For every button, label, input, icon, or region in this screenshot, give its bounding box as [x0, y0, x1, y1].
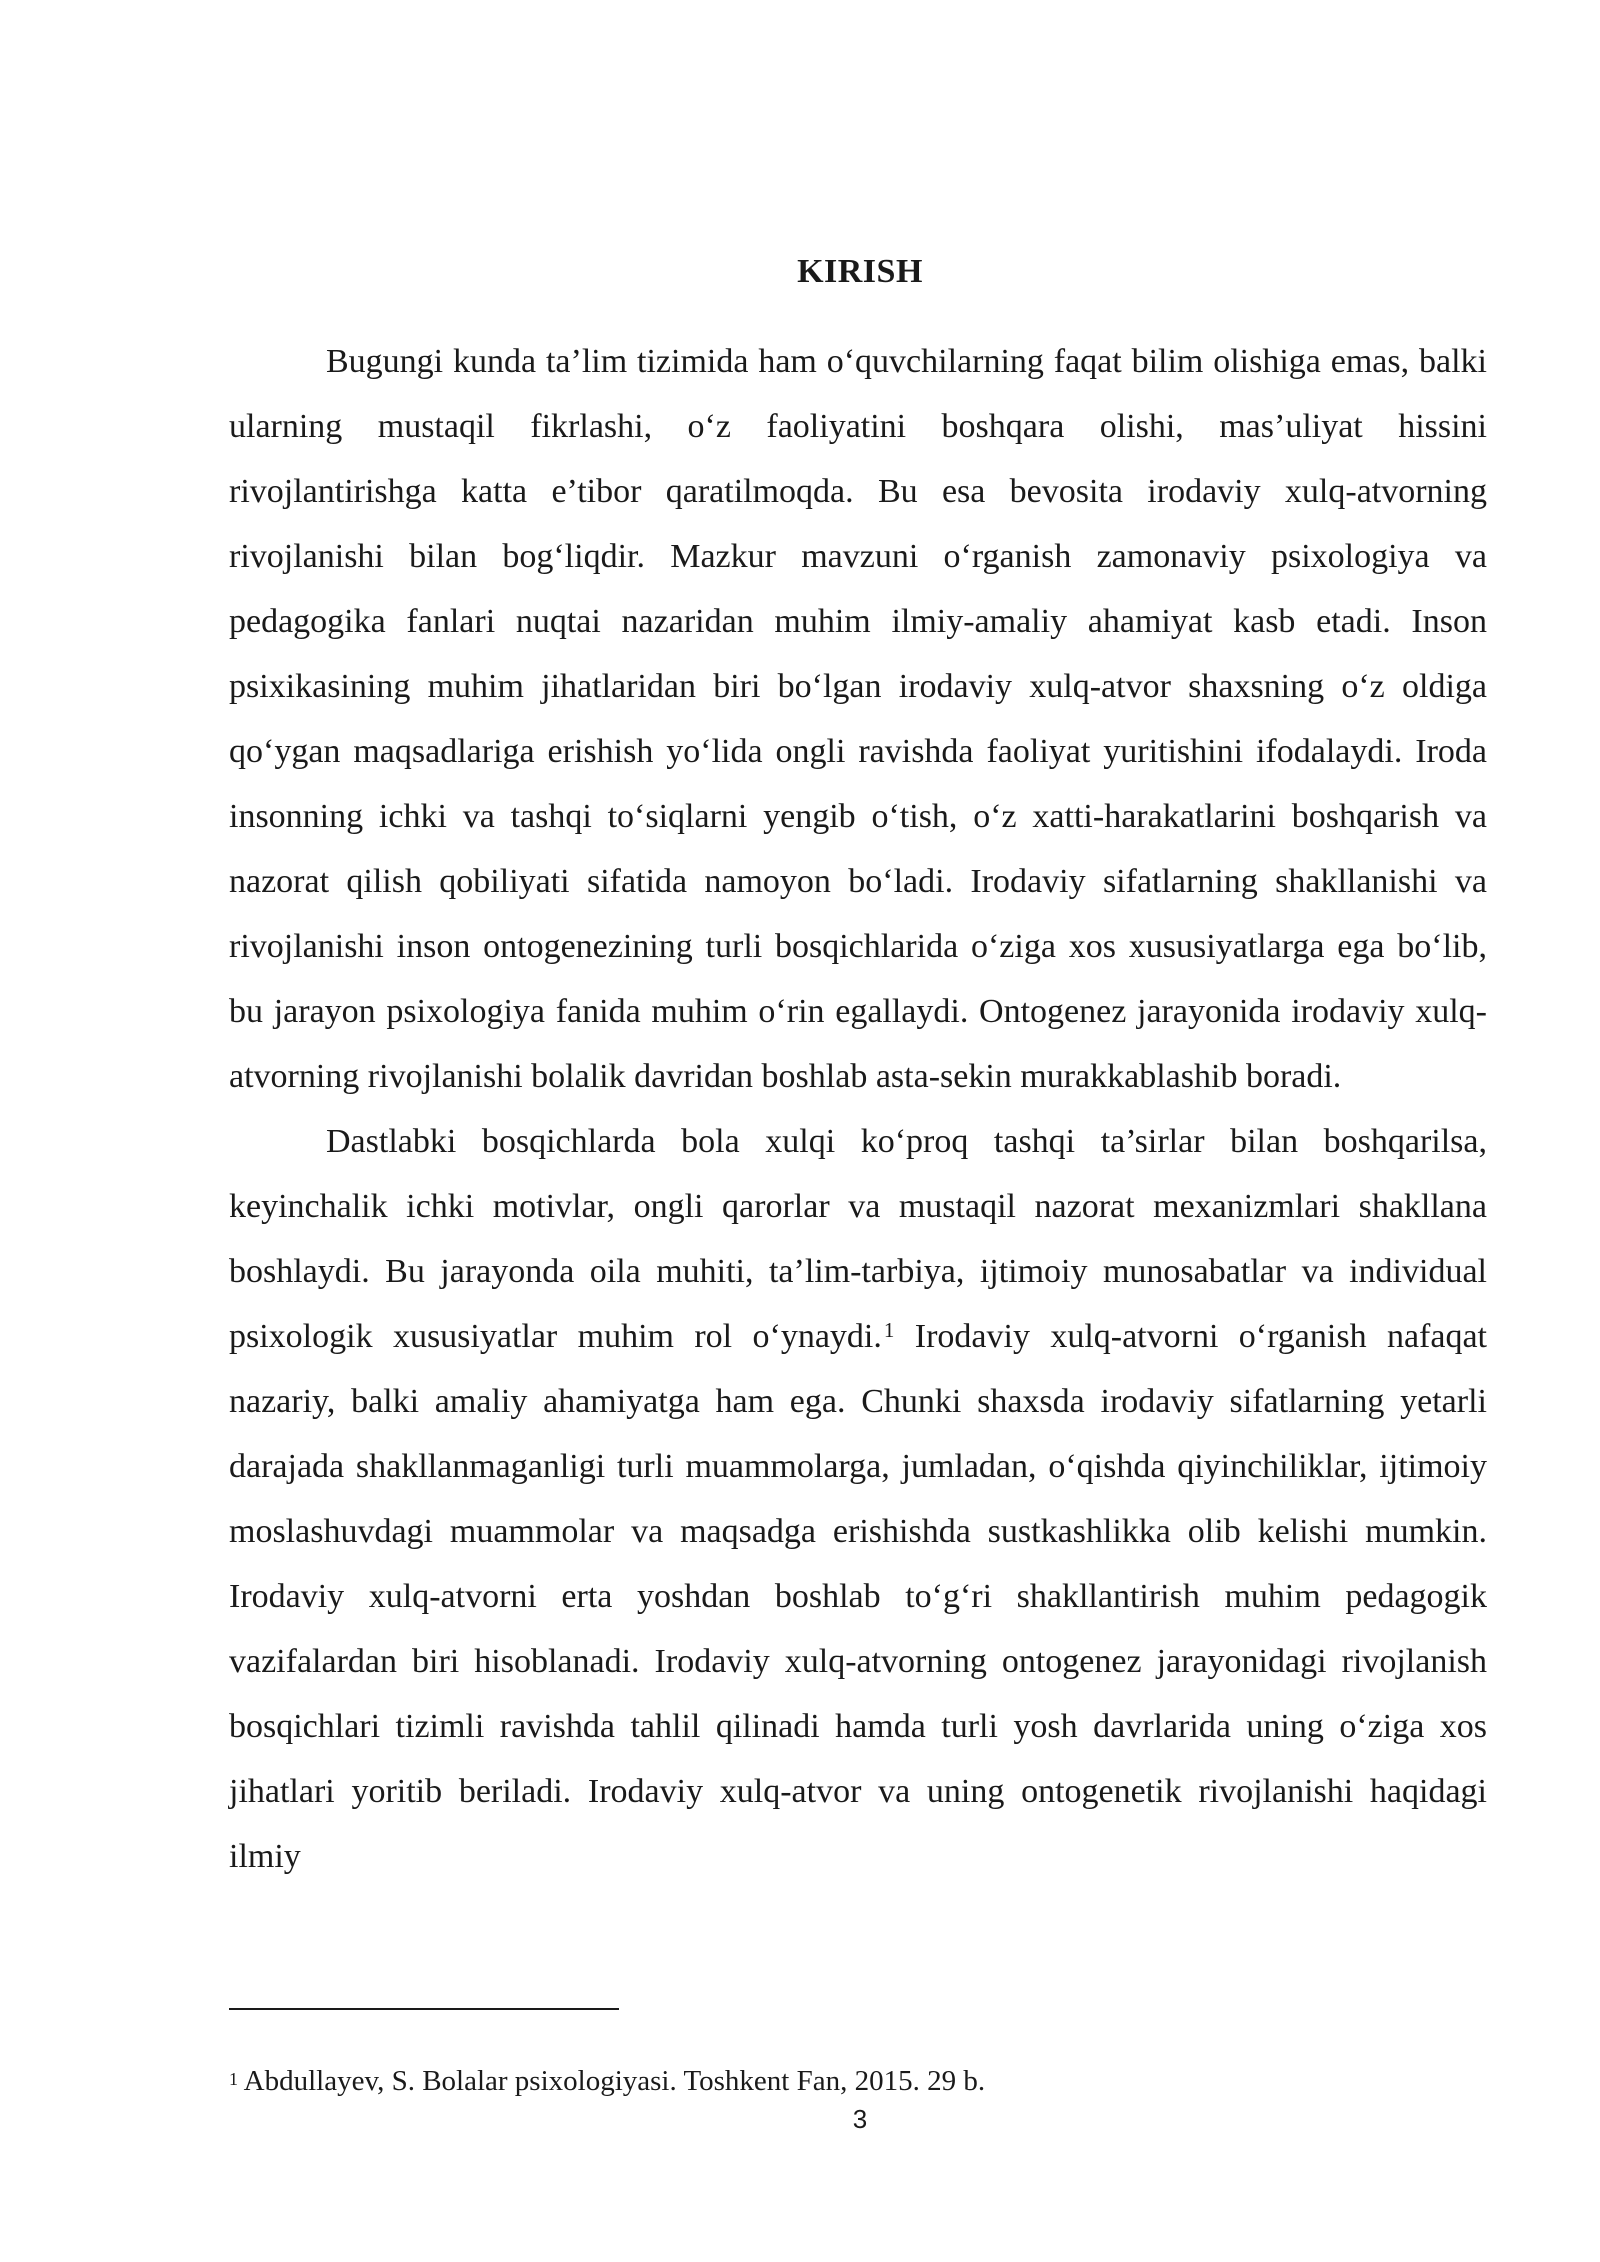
footnote-marker: 1 [229, 2069, 238, 2089]
body-text [229, 329, 1487, 1889]
paragraph-2-text-after-ref: Irodaviy xulq-atvorni o‘rganish nafaqat nazariy, balki amaliy ahamiyatga ham ega. Chunki shaxsda irodaviy sifatlarning yetarli darajada shakllanmaganligi turli muammolarga, jumladan, o‘qishda qiyinchiliklar, ijtimoiy moslashuvdagi muammolar va maqsadga erishishda sustkashlikka olib kelishi mumkin. Irodaviy xulq-atvorni erta yoshdan boshlab to‘g‘ri shakllantirish muhim pedagogik vazifalardan biri hisoblanadi. Irodaviy xulq-atvorning ontogenez jarayonidagi rivojlanish bosqichlari tizimli ravishda tahlil qilinadi hamda turli yosh davrlarida uning o‘ziga xos jihatlari yoritib beriladi. Irodaviy xulq-atvor va uning ontogenetik rivojlanishi haqidagi ilmiy [229, 1318, 1487, 1875]
section-heading: KIRISH [797, 253, 923, 290]
paragraph-2 [229, 1109, 1487, 1889]
paragraph-1: Bugungi kunda ta’lim tizimida ham o‘quvchilarning faqat bilim olishiga emas, balki ularning mustaqil fikrlashi, o‘z faoliyatini boshqara olishi, mas’uliyat hissini rivojlantirishga katta e’tibor qaratilmoqda. Bu esa bevosita irodaviy xulq-atvorning rivojlanishi bilan bog‘liqdir. Mazkur mavzuni o‘rganish zamonaviy psixologiya va pedagogika fanlari nuqtai nazaridan muhim ilmiy-amaliy ahamiyat kasb etadi. Inson psixikasining muhim jihatlaridan biri bo‘lgan irodaviy xulq-atvor shaxsning o‘z oldiga qo‘ygan maqsadlariga erishish yo‘lida ongli ravishda faoliyat yuritishini ifodalaydi. Iroda insonning ichki va tashqi to‘siqlarni yengib o‘tish, o‘z xatti-harakatlarini boshqarish va nazorat qilish qobiliyati sifatida namoyon bo‘ladi. Irodaviy sifatlarning shakllanishi va rivojlanishi inson ontogenezining turli bosqichlarida o‘ziga xos xususiyatlarga ega bo‘lib, bu jarayon psixologiya fanida muhim o‘rin egallaydi. Ontogenez jarayonida irodaviy xulq-atvorning rivojlanishi bolalik davridan boshlab asta-sekin murakkablashib boradi. [229, 343, 1487, 1095]
footnote-separator [229, 2008, 619, 2010]
footnote-reference: 1 [883, 1318, 895, 1342]
footnote-text: Abdullayev, S. Bolalar psixologiyasi. Toshkent Fan, 2015. 29 b. [238, 2065, 986, 2097]
paragraph-2-text-before-ref: Dastlabki bosqichlarda bola xulqi ko‘proq tashqi ta’sirlar bilan boshqarilsa, keyinchalik ichki motivlar, ongli qarorlar va mustaqil nazorat mexanizmlari shakllana boshlaydi. Bu jarayonda oila muhiti, ta’lim-tarbiya, ijtimoiy munosabatlar va individual psixologik xususiyatlar muhim rol o‘ynaydi. [229, 1123, 1487, 1355]
footnote [229, 2064, 985, 2098]
page-number: 3 [852, 2104, 868, 2134]
